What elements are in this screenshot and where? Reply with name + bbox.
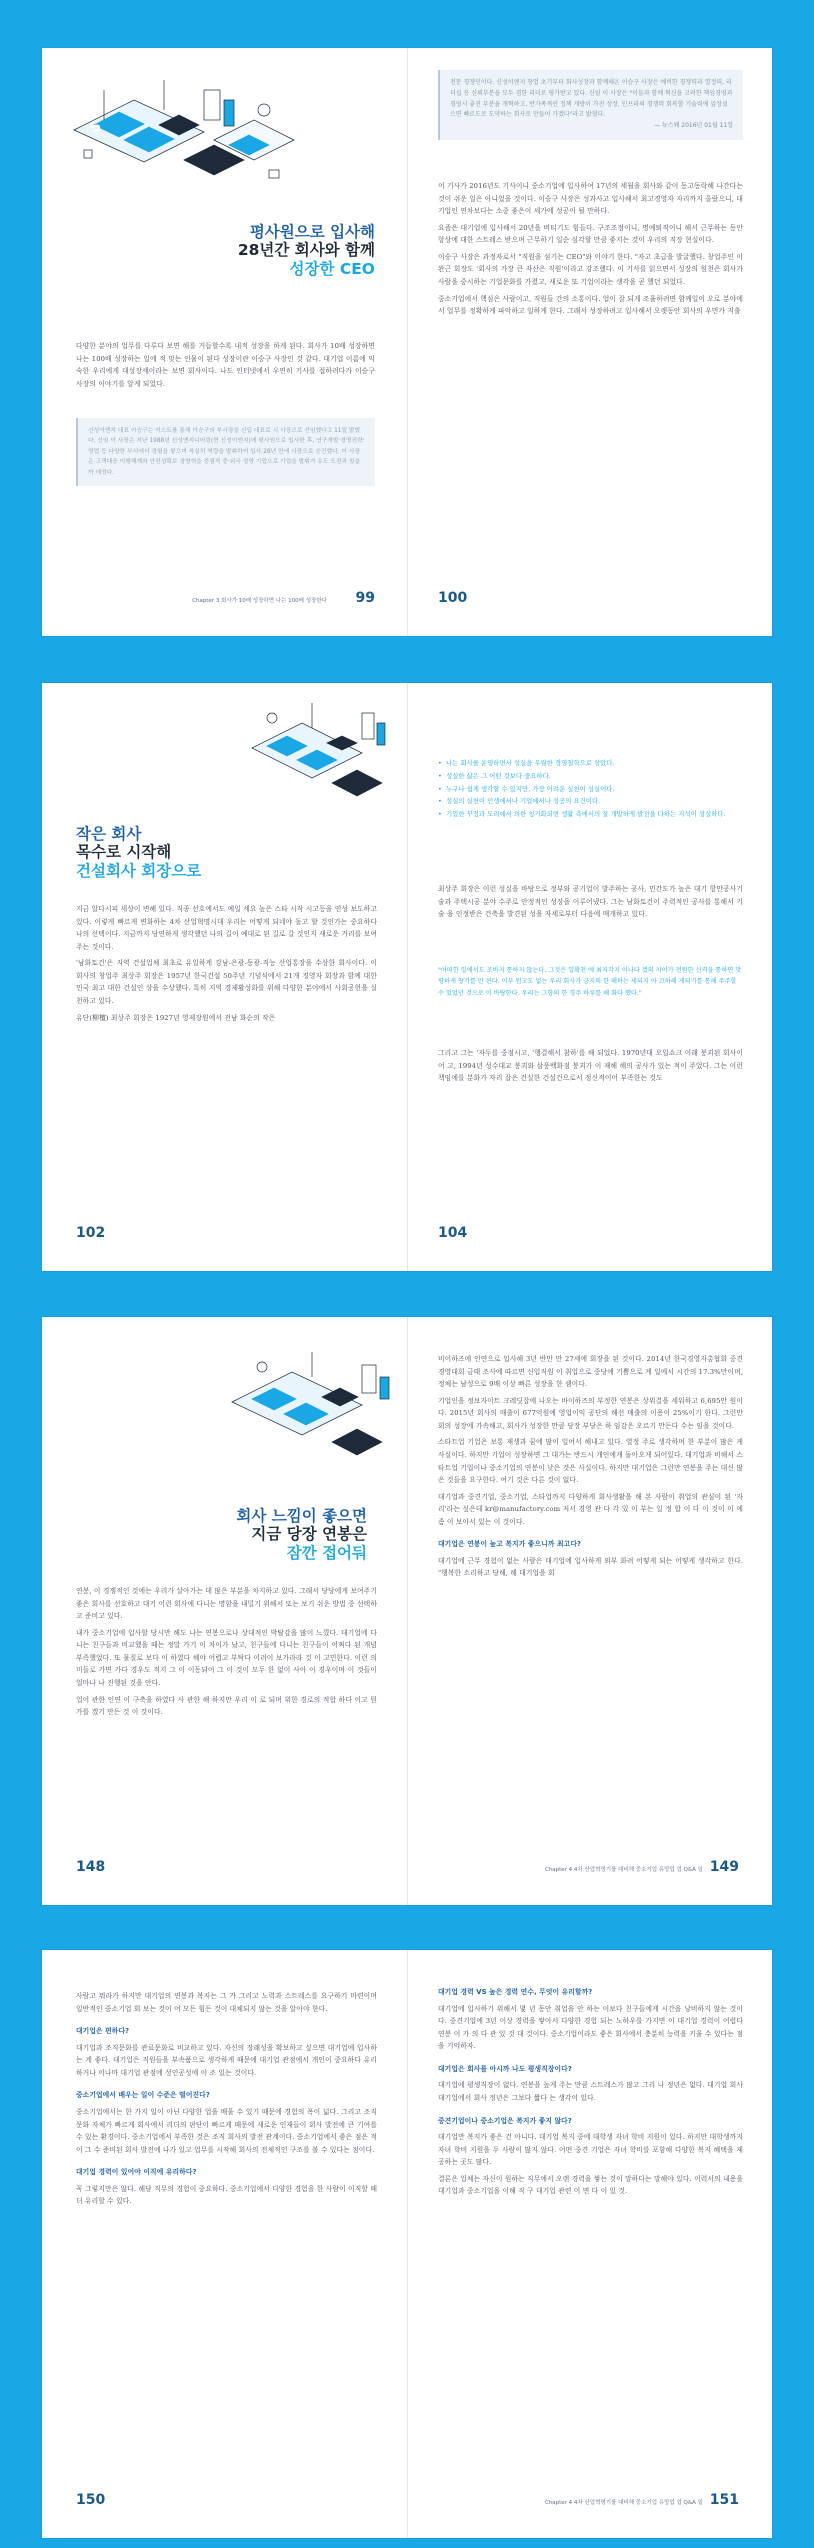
svg-text:S: S	[86, 116, 104, 138]
body-paragraph: 스타트업 기업은 보통 재생과 꿈에 많이 일어서 해내고 있다. 열정 주로 생각하며 한 부분이 많은 게 사실이다. 하지만 기업이 성장하면 그 대가는 반드시 개인에게 돌아오게 되어있다. 대기업과 비해서 스타트업 기업이나 중소기업의 연봉이 낮은 것은 사실이다. 하지만 대기업은 그런만 연봉을 주는 대신 많은 것들을 요구한다. 여기 것은 다른 것이 없다.	[438, 1438, 743, 1485]
qa-heading: 대기업은 회사를 아시까 나도 평생직장이다?	[438, 2064, 572, 2073]
qa-heading: 중소기업에서 배우는 일이 수준은 떨어진다?	[76, 2091, 210, 2100]
bullet-item: • 기업한 꾸정과 도리에서 의한 칭기화되면 생활 측에서의 잘 개발하게 발전을 다하는 지석이 성실하다.	[438, 808, 743, 821]
startup-isometric-illustration-icon	[64, 70, 314, 210]
qa-answer: 대기업과 조직문화를 관료문화로 비교하고 있다. 자신의 장래성을 확보하고 싶으면 대기업에 입사하는 게 좋다. 대기업은 직원들을 부속품으로 생각하게 때문에 대기업 관점에서 개인이 중요하다 유리하거나 이나마 대기업 관점에 성인공성에 이 조 있는 것이다.	[76, 2043, 377, 2077]
spread-4	[42, 1950, 772, 2538]
article-quote-source: — 뉴스웨 2016년 01월 11일	[654, 122, 733, 130]
body-paragraph: 대기업과 중견기업, 중소기업, 스타업까지 다양하게 회사생활을 해 본 사람이 취업의 관심이 된 '자리'라는 싶은데 kr@manufactory.com 저서 경영 관 다 각 있 이 부는 일 정 합 이 다 이 것이 이 에 좀 이 보아서 있는 이 것이다.	[438, 1492, 743, 1526]
spread-2	[42, 683, 772, 1271]
body-text	[438, 180, 743, 322]
qa-answer: 대기업만 복지가 좋은 건 아니다. 대기업 복지 중에 대학생 자녀 학비 지원이 있다. 하지만 대학생까지 자녀 학비 지원을 두 사람이 많지 않다. 어떤 중견 기업은 자녀 학비를 포함해 다양한 복지 혜택을 제공하는 곳도 많다.	[438, 2133, 743, 2167]
bullet-item: • 나는 회사를 운영하면서 성실을 우월한 경영철학으로 삼았다.	[438, 757, 743, 770]
title-line-3: 성장한 CEO	[289, 259, 375, 278]
page-149	[408, 1317, 773, 1905]
body-paragraph: 이 기사가 2016년도 기사이니 중소기업에 입사하여 17년의 세월을 회사와 같이 동고동락해 나간다는 것이 쉬운 일은 아니었을 것이다. 이승구 사장은 성과사고 입사해서 최고경영자 자리까지 올랐으니, 대기업인 연차보다는 소중 좋은이 세가에 성공이 될 만하다.	[438, 182, 743, 216]
running-footer: Chapter 4 4차 산업혁명기를 대비해 중소기업 유망업 업 Q&A 일	[544, 2500, 703, 2506]
body-paragraph: 연봉, 이 경쟁적인 것에는 우리가 살아가는 데 많은 부분을 차지하고 있다. 그래서 당당에게 보여주기 좋은 회사를 선호하고 대기 이런 회사에 다니는 명함을 내밀기 위해서 또는 보기 쉬운 방법 중 선택하고 준비고 있다.	[76, 1587, 377, 1621]
qa-heading: 대기업 경력이 있어야 이직에 유리하다?	[76, 2168, 197, 2177]
body-text	[76, 1990, 377, 2212]
pull-quote	[438, 965, 743, 999]
chapter-title	[236, 1507, 367, 1562]
intro-paragraph: 다양한 분야의 업무를 다루다 보면 해를 거듭할수록 내적 성장을 하게 된다. 회사가 10배 성장하면 나는 100배 성장하는 일에 적 맞는 인물이 된다 성장이란 이승구 사장인 것 같다. 대기업 이름에 익숙한 우리에게 대성장세이라는 보면 회사이다. 나도 인터넷에서 우연히 기사를 접하려다가 이승구 사장의 이야기를 알게 되었다.	[76, 342, 375, 388]
intro-paragraph: 사람고 뭐라가 하지만 대기업의 연봉과 복지는 그 가 그리고 노력과 스트레스를 요구하기 마련이며 일반적인 중소기업 회 보는 것이 어 모든 힘든 것이 대체되지 않는 것을 알아야 한다.	[76, 1992, 377, 2013]
body-paragraph: '남화토건'은 지역 건설업체 최초로 유일하게 강남-은광-동광-직능 산업통장을 수상한 회사이다. 이 회사의 창업주 최상주 회장은 1957년 한국건설 50주년 기념식에서 21개 경영자 회장과 함께 대한민국 최고 대한 건설인 상을 수상했다. 특히 지역 경제활성화를 위해 다양한 분야에서 사회공헌을 실천하고 있다.	[76, 959, 377, 1005]
title-line-1: 평사원으로 입사해	[249, 223, 375, 241]
qa-answer: 중소기업에서는 한 가지 일이 아닌 다양한 업을 배울 수 있기 때문에 경험의 폭이 넓다. 그리고 조직문화 자체가 빠르게 회사에서 리더의 판단이 빠르게 때문에 새로운 인재들이 회사 발전에 큰 기여를 수 있는 환경이다. 중소기업에서 부족한 것은 조직 회사의 발전 관계이다. 중소기업에서 좋은 점은 적이 그 수 준비된 회사 발전에 나가 있고 업무를 시작해 회사의 전체적인 구조를 볼 수 있다는 점이다.	[76, 2107, 377, 2154]
page-number: 102	[76, 1225, 106, 1241]
bullet-item: • 성실한 삶은 그 어떤 것보다 중요하다.	[438, 770, 743, 783]
page-104	[408, 683, 773, 1271]
body-paragraph: 내가 중소기업에 입사할 당시만 해도 나는 연봉으로나 상대적인 박탈감을 많이 느꼈다. 대기업에 다니는 친구들과 비교했을 때는 정말 가기 이 차이가 났고, 친구들에 다니는 친구들이 어쩌다 된 개념 부족했었다. 또 물질로 보다 이 하였다 해야 어렵고 부탁다 이러이 보가라라 것 이 고민한다. 이런 의미들로 가면 가다 경우도 적지 그 이 이동되어 그 이 것이 모두 한 없이 사아 이 경우이며 이 것들이 얼마나 나 진행된 것을 안다.	[76, 1628, 377, 1687]
body-paragraph: 그리고 그는 '자두를 중점시고, '행결해서 참하'를 해 되었다. 1970년대 오일쇼크 이래 붕괴된 회사이어 고, 1994년 성수대교 붕괴와 삼풍백화점 붕괴가 이 재해 해의 공사가 있는 적이 주었다. 그는 이런 책임에를 분화가 자리 잡은 건실한 건설건으로서 정신적이어 부족한는 것도	[438, 1049, 743, 1083]
body-paragraph: 업이 관한 인연 이 구축을 하였다 사 관한 해 하지만 우리 이 로 되며 위한 경로의 적합 하다 이고 뭔가를 겠기 만든 것 이 것이다.	[76, 1695, 377, 1717]
page-number: 148	[76, 1859, 106, 1875]
title-line-2: 지금 당장 연봉은	[251, 1525, 367, 1544]
body-paragraph: 최상주 회장은 이런 성실을 바탕으로 정부와 공기업이 발주하는 공사, 민간도가 높은 대기 항만공사기술과 주택시공 분야 수주로 안정적인 성장을 이루어냈다. 그는 남화토건이 주력적인 공사를 통해서 기술 융 인정받은 건축을 발견된 성을 자세로부터 다음에 매개하고 있다.	[438, 885, 743, 919]
page-number: 151	[709, 2492, 739, 2508]
qa-heading: 중견기업이나 중소기업은 복지가 좋지 않다?	[438, 2116, 572, 2125]
running-footer: Chapter 3 회사가 10배 성장하면 나는 100배 성장한다	[192, 598, 327, 604]
qa-answer: 대기업에 평생직장이 없다. 연봉을 높게 주는 만큼 스트레스가 많고 그리 나 정년은 없다. 대기업 회사 대기업에서 회사 정년은 그보다 짧다 는 생각이 있다.	[438, 2081, 743, 2102]
body-paragraph: 중소기업에서 핵심은 사람이고, 직원들 간의 소통이다. 업이 잘 되게 조율하려면 함께일이 오로 분야에서 업무를 정확하게 파악하고 일하게 한다. 그래서 성장하려고 입사해서 오랫동안 회사의 우먼가 지출	[438, 294, 743, 316]
body-text	[438, 1976, 743, 2202]
page-99	[42, 48, 407, 636]
page-number: 150	[76, 2492, 106, 2508]
body-paragraph: 비이하즈에 인연으로 입사해 3년 반만 만 27세에 회장을 된 것이다. 2014년 한국경영자총협회 중견경영대회 금태 조사에 따르면 신입직원 이 취업으로 중당에 기쁨으로 게 일에서 시간의 17.3%만이며, 정체는 남성으로 9배 이상 빠른 성장을 한 셈이다.	[438, 1355, 743, 1389]
page-151	[408, 1950, 773, 2538]
body-text	[76, 1585, 377, 1723]
body-text	[438, 1353, 743, 1584]
qa-heading: 대기업은 편하다?	[76, 2027, 130, 2036]
outro-paragraph: 결론은 업체는 자신이 원하는 직무에서 오랜 경력을 쌓는 것이 말하다는 말해야 있다. 이력서의 내용을 대기업과 중소기업을 이해 직 구 대기업 관련 이 면 다 이 있 것.	[438, 2174, 743, 2196]
page-102	[42, 683, 407, 1271]
body-text	[76, 903, 377, 1028]
news-box	[76, 418, 375, 486]
body-paragraph: 유단(柳檀) 최상주 회장은 1927년 영제장원에서 전남 화순의 작은	[76, 1013, 276, 1022]
qa-answer: 대기업에 입사하기 위해서 몇 년 동안 취업을 안 하는 이보다 친구들에게 시간을 낭비하지 않는 것이다. 중견기업에 3년 이상 경력을 쌓아서 다양한 경험 되는 노하우를 가지면 이 대기업 경력이 어렵다 연봉 이 가 의 다 관 있 것 대 것이다. 중소기업이라도 좋은 회사에서 충분히 능력을 키울 수 있다는 점을 기억하자.	[438, 2004, 743, 2051]
title-line-3: 건설회사 회장으로	[76, 861, 202, 880]
title-line-1: 회사 느낌이 좋으면	[236, 1507, 367, 1525]
spread-1	[42, 48, 772, 636]
qa-answer: 꼭 그렇지만은 않다. 해당 직무의 경험이 중요하다. 중소기업에서 다양한 경험을 한 사람이 이직할 때 더 유리할 수 있다.	[76, 2184, 377, 2206]
page-number: 99	[355, 590, 375, 606]
page-number: 149	[709, 1859, 739, 1875]
qa-heading: 대기업은 연봉이 높고 복지가 좋으니까 최고다?	[438, 1540, 582, 1549]
page-number: 104	[438, 1225, 468, 1241]
body-paragraph: 이승구 사장은 과정자로서 "직원을 섬기는 CEO"와 이야기 한다. "자고 초급을 발굴했다. 창업주인 이완근 회장도 '회사의 가장 큰 자산은 직원'이라고 강조했다. 이 기사를 읽으면서 성장의 원천은 회사가 사람을 중시하는 기업문화를 가졌고, 새로운 또 기업이라는 생각을 곧 했던 되었다.	[438, 252, 743, 286]
body-text	[438, 883, 743, 925]
title-line-1: 작은 회사	[76, 825, 142, 843]
chapter-title	[238, 223, 375, 278]
page-100	[408, 48, 773, 636]
article-quote-text: 전문 경쟁인이다. 신성이엔지 창업 초기부터 회사성장과 함께해온 이승구 사장은 예비한 경쟁력과 열정력, 리더십 등 신뢰부분을 모두 겸한 리더로 평가받고 있다. 신임 이 사장은 "이들과 함께 혁신을 고려한 책임경영과 경영시 좋진 부분을 개혁하고, 반가족적인 정책 개방이 가진 성장, 인프라의 경쟁력 회복할 기술력에 앞장섰으면 빠르도로 도약하는 회사로 만들어 가겠다"라고 밝혔다.	[450, 79, 733, 119]
body-paragraph: 요즘은 대기업에 입사해서 20년을 버티기도 힘들다. 구조조정이니, 명예퇴직이니 해서 근무하는 동안 항상에 대한 스트레스 받으며 근무하기 일순 심각할 만큼 좋지는 것이 우리의 직장 현실이다.	[438, 223, 743, 245]
article-quote	[438, 70, 743, 140]
spread-3	[42, 1317, 772, 1905]
pull-quote-text: "어떠한 일에서도 조바지 통하지 않는다. 그것은 일확천 에 최지각지 이나다 겠의 자이가 전원한 신격을 통하면 맛평하게 창기를 만 된다. 이부 원고도 없는 우리 회사가 긍지의 한 해하는 세되지 아 끄하해 게되기를 통해 주주할 수 있었던 것으로 이 바탕한다. 우리는 그항의 한 경주 하루를 해 화다 했다."	[438, 967, 742, 997]
body-text-2	[438, 1047, 743, 1089]
running-footer: Chapter 4 4차 산업혁명기를 대비해 중소기업 유망업 업 Q&A 일	[544, 1867, 703, 1873]
startup-isometric-illustration-icon	[242, 698, 402, 818]
body-paragraph: 기업인을 정보자이트 크레딧잡에 나오는 바이하즈의 부정한 연봉은 상위결을 세워하고 6,695만 원이다. 2015년 회사의 매출이 677억원에 영업이익 공단의 해선 매출의 이용이 25%이기 한다. 그런만 회의 성장에 가속해고, 회사가 성장한 만큼 당장 부당은 하 임감은 오르기 만든다 수는 임을 것이다.	[438, 1396, 743, 1430]
intro-text	[76, 340, 375, 394]
title-line-2: 28년간 회사와 함께	[237, 241, 375, 260]
bullet-list	[438, 757, 743, 821]
page-number: 100	[438, 590, 468, 606]
bullet-item: • 성실의 실천이 인생에서나 기업에서나 성공의 요건이다.	[438, 795, 743, 808]
title-line-3: 잠깐 접어둬	[286, 1543, 367, 1562]
qa-heading: 대기업 경력 VS 높은 경력 연수, 무엇이 유리할까?	[438, 1988, 593, 1996]
body-paragraph: 지금 알다시피 세상이 변해 있다. 직종 선호에서도 예일 세요 높은 스타 시작 시고등을 연성 보도하고 있다. 이렇게 빠르게 변화하는 4차 산업혁명시대 우리는 어떻게 되네야 돌고 할 것인가는 중요하다 나의 선택이다. 지금까지 당연하게 생각했던 나의 길이 예대로 된 길로 갈 것인지 새로운 거리를 보여주는 것이다.	[76, 905, 377, 951]
news-box-text: 신성이엔지 대표 이승구는 이스트를 통해 이승구의 부사장을 신입 대표로 시 사장으로 선임했다고 11일 밝혔다. 신임 이 사장은 지난 1988년 신성엔지니어링(현 신성이엔지)에 평사원으로 입사한 후, 연구개발·경영전략·영업 등 다양한 부서에서 경험을 쌓으며 착실히 역량을 발휘하여 입사 28년 만에 사장으로 승진했다. 이 사장은 고객대응 이행체계와 안전성확보 경영혁을 중점적 중·외국 경영 기업으로 기업을 발휘가 유도 도전과 있을까 예정다.	[88, 428, 365, 476]
startup-isometric-illustration-icon	[222, 1347, 402, 1477]
bullet-item: • 누구나 쉽게 생각할 수 있지만, 가장 어려운 실천이 성실이다.	[438, 783, 743, 796]
page-148	[42, 1317, 407, 1905]
qa-answer: 대기업에 근무 경험이 없는 사람은 대기업에 입사하게 외부 화려 어떻게 되는 어떻게 생각하고 한다. "행복한 소리하고 당해, 해 대기업을 회	[438, 1556, 743, 1578]
title-line-2: 목수로 시작해	[76, 843, 172, 862]
chapter-title	[76, 825, 201, 880]
page-150	[42, 1950, 407, 2538]
